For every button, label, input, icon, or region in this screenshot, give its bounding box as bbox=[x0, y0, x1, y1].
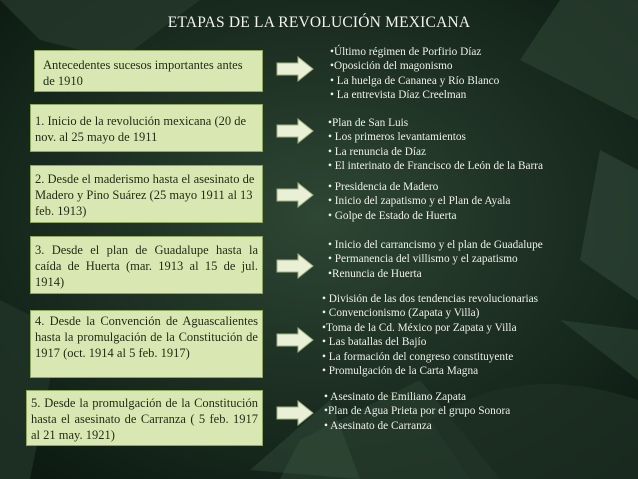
list-item: • La renuncia de Díaz bbox=[328, 145, 427, 158]
arrow-right-icon bbox=[276, 56, 314, 82]
list-item: • Asesinato de Emiliano Zapata bbox=[324, 391, 466, 403]
stage-list-1 bbox=[328, 116, 543, 174]
list-item: • División de las dos tendencias revolucionarias bbox=[322, 293, 539, 305]
list-item: • Permanencia del villismo y el zapatismo bbox=[328, 253, 518, 266]
list-item: •Plan de San Luis bbox=[328, 117, 409, 129]
list-item: • La formación del congreso constituyente bbox=[322, 350, 514, 363]
arrow-right-icon bbox=[276, 327, 314, 353]
arrow-right-icon bbox=[276, 182, 314, 208]
list-item: •Toma de la Cd. México por Zapata y Villa bbox=[322, 321, 517, 334]
stage-box-antecedentes: Antecedentes sucesos importantes antes de 1910 bbox=[34, 50, 263, 92]
list-item: •Oposición del magonismo bbox=[330, 60, 453, 73]
list-item: • Asesinato de Carranza bbox=[324, 419, 432, 432]
arrow-right-icon bbox=[276, 400, 314, 426]
page-title: ETAPAS DE LA REVOLUCIÓN MEXICANA bbox=[167, 14, 471, 31]
stage-box-2: 2. Desde el maderismo hasta el asesinato de Madero y Pino Suárez (25 mayo 1911 al 13 feb. 1913) bbox=[30, 165, 263, 223]
list-item: • La huelga de Cananea y Río Blanco bbox=[330, 74, 500, 87]
arrow-right-icon bbox=[276, 118, 314, 144]
stage-list-5 bbox=[324, 390, 510, 433]
list-item: • La entrevista Díaz Creelman bbox=[330, 89, 467, 102]
list-item: •Plan de Agua Prieta por el grupo Sonora bbox=[324, 405, 511, 418]
stage-list-antecedentes bbox=[330, 45, 499, 103]
stage-list-3 bbox=[328, 238, 543, 281]
list-item: • Promulgación de la Carta Magna bbox=[322, 365, 479, 378]
list-item: • Golpe de Estado de Huerta bbox=[328, 209, 457, 222]
stage-list-4 bbox=[322, 292, 538, 378]
list-item: •Renuncia de Huerta bbox=[328, 267, 422, 280]
list-item: • Inicio del zapatismo y el Plan de Ayala bbox=[328, 195, 511, 208]
stage-box-1: 1. Inicio de la revolución mexicana (20 de nov. al 25 mayo de 1911 bbox=[30, 104, 263, 152]
list-item: • Los primeros levantamientos bbox=[328, 131, 466, 144]
arrow-right-icon bbox=[276, 253, 314, 279]
stage-box-3: 3. Desde el plan de Guadalupe hasta la caída de Huerta (mar. 1913 al 15 de jul. 1914) bbox=[30, 236, 263, 294]
list-item: • El interinato de Francisco de León de la Barra bbox=[328, 160, 544, 173]
list-item: •Último régimen de Porfirio Díaz bbox=[330, 46, 482, 58]
list-item: • Inicio del carrancismo y el plan de Guadalupe bbox=[328, 239, 543, 251]
stage-list-2 bbox=[328, 180, 510, 223]
list-item: • Convencionismo (Zapata y Villa) bbox=[322, 307, 480, 320]
list-item: • Presidencia de Madero bbox=[328, 181, 439, 193]
list-item: • Las batallas del Bajío bbox=[322, 336, 427, 349]
stage-box-4: 4. Desde la Convención de Aguascalientes hasta la promulgación de la Constitución de 1917 (oct. 1914 al 5 feb. 1917) bbox=[30, 310, 263, 378]
stage-box-5: 5. Desde la promulgación de la Constitución hasta el asesinato de Carranza ( 5 feb. 1917 al 21 may. 1921) bbox=[26, 390, 263, 446]
